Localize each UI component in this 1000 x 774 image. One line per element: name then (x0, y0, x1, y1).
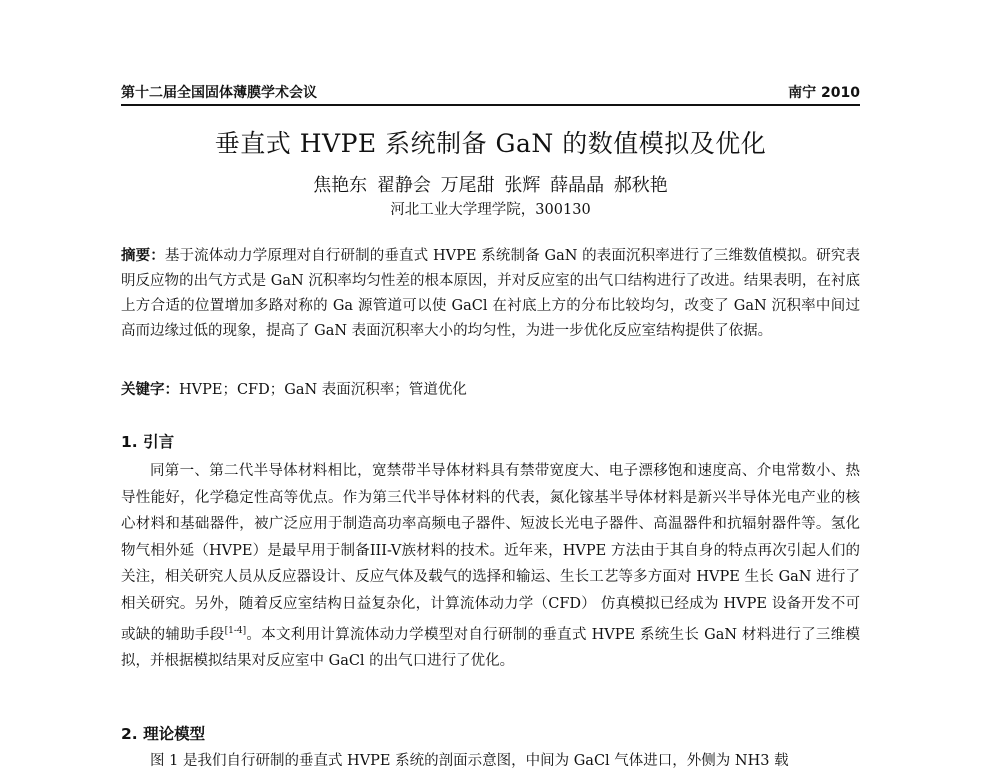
author-list: 焦艳东 翟静会 万尾甜 张辉 薛晶晶 郝秋艳 (313, 175, 668, 196)
paper-title: 垂直式 HVPE 系统制备 GaN 的数值模拟及优化 (214, 129, 767, 158)
keywords (121, 378, 860, 403)
affiliation: 河北工业大学理学院，300130 (390, 202, 591, 218)
section-heading-theory: 2. 理论模型 (121, 725, 206, 743)
abstract (121, 244, 860, 344)
section-heading-introduction: 1. 引言 (121, 433, 175, 451)
abstract-label: 摘要： (121, 248, 165, 264)
introduction-text: 同第一、第二代半导体材料相比，宽禁带半导体材料具有禁带宽度大、电子漂移饱和速度高、介电常数小、热导性能好，化学稳定性高等优点。作为第三代半导体材料的代表，氮化镓基半导体材料是新兴半导体光电产业的核心材料和基础器件，被广泛应用于制造高功率高频电子器件、短波长光电子器件、高温器件和抗辐射器件等。氢化物气相外延（HVPE）是最早用于制备III-V族材料的技术。近年来，HVPE 方法由于其自身的特点再次引起人们的关注，相关研究人员从反应器设计、反应气体及载气的选择和输运、生长工艺等多方面对 HVPE 生长 GaN 进行了相关研究。另外，随着反应室结构日益复杂化，计算流体动力学（CFD） 仿真模拟已经成为 HVPE 设备开发不可或缺的辅助手段 (121, 463, 860, 643)
conference-name: 第十二届全国固体薄膜学术会议 (121, 85, 317, 101)
theory-paragraph-partial: 图 1 是我们自行研制的垂直式 HVPE 系统的剖面示意图，中间为 GaCl 气体进口，外侧为 NH3 载 (150, 753, 789, 769)
location-year: 南宁 2010 (788, 85, 860, 101)
introduction-text-end: 。本文利用计算流体动力学模型对自行研制的垂直式 HVPE 系统生长 GaN 材料进行了三维模拟，并根据模拟结果对反应室中 GaCl 的出气口进行了优化。 (121, 626, 861, 669)
keywords-label: 关键字： (121, 382, 179, 398)
abstract-text: 基于流体动力学原理对自行研制的垂直式 HVPE 系统制备 GaN 的表面沉积率进行了三维数值模拟。研究表明反应物的出气方式是 GaN 沉积率均匀性差的根本原因，并对反应室的出气口结构进行了改进。结果表明，在衬底上方合适的位置增加多路对称的 Ga 源管道可以使 GaCl 在衬底上方的分布比较均匀，改变了 GaN 沉积率中间过高而边缘过低的现象，提高了 GaN 表面沉积率大小的均匀性，为进一步优化反应室结构提供了依据。 (121, 248, 861, 339)
running-header (121, 80, 860, 106)
introduction-paragraph (121, 458, 860, 675)
citation: [1-4] (224, 625, 247, 636)
keywords-text: HVPE；CFD；GaN 表面沉积率；管道优化 (179, 382, 467, 398)
